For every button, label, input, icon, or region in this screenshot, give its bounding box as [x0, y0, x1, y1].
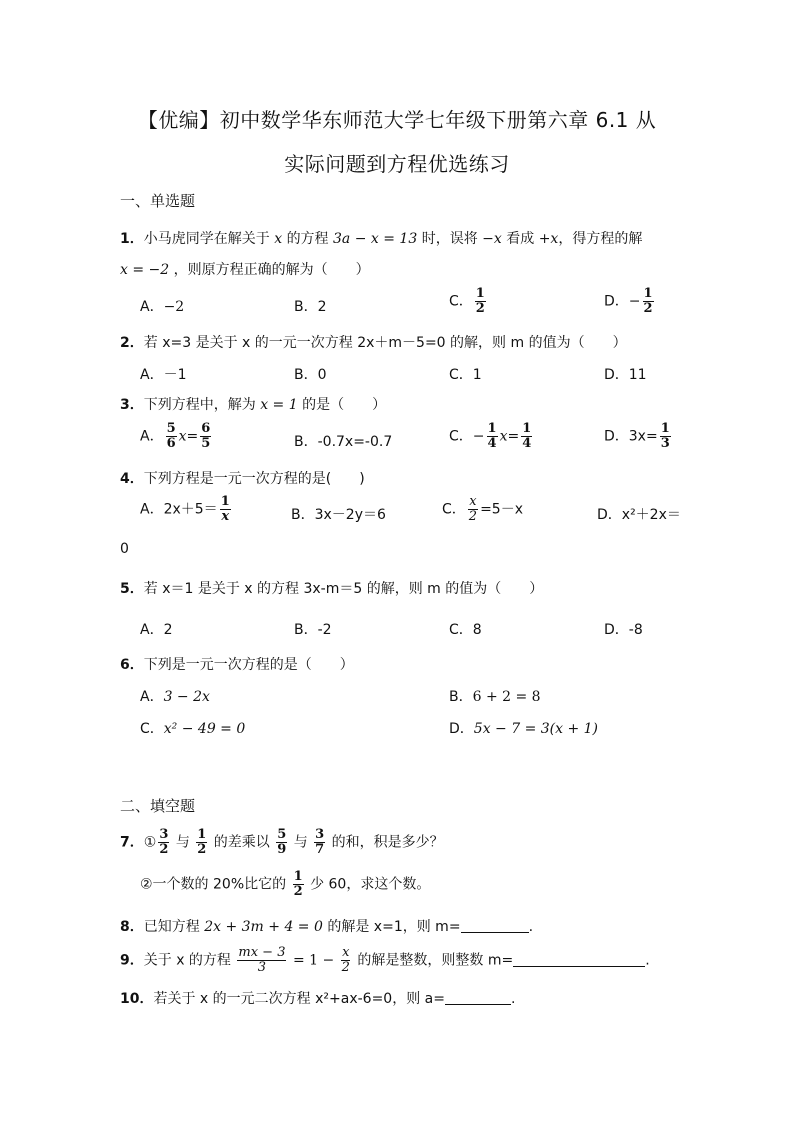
option-d[interactable]: D．x²＋2x＝ — [597, 507, 681, 523]
section-heading-single-choice: 一、单选题 — [120, 192, 196, 210]
var-x: x — [274, 231, 283, 247]
option-b[interactable]: B．3x－2y＝6 — [291, 507, 386, 523]
option-b[interactable]: B．2 — [294, 299, 327, 315]
answer-blank[interactable] — [513, 952, 645, 967]
question-7-part-2: ②一个数的 20%比它的 $\frac{1}{2}$ 少 60，求这个数。 — [140, 869, 431, 899]
option-c[interactable]: C． $\frac{x}{2}$ =5－x — [442, 494, 523, 524]
fraction: $\frac{1}{2}$ — [197, 827, 207, 857]
question-4: 4．下列方程是一元一次方程的是( ) — [120, 471, 365, 487]
fraction: $\frac{5}{6}$ — [166, 421, 176, 451]
fraction: $\frac{x}{2}$ — [468, 494, 478, 524]
equation: 3a − x = 13 — [333, 231, 418, 247]
question-3: 3．下列方程中，解为 x = 1 的是（ ） — [120, 397, 387, 413]
option-d-continuation: 0 — [120, 541, 129, 557]
fraction: $\frac{mx - 3}{3}$ — [238, 945, 286, 975]
fraction: $\frac{1}{2}$ — [475, 286, 485, 316]
section-heading-fill-blank: 二、填空题 — [120, 797, 196, 815]
option-c[interactable]: C．8 — [449, 622, 482, 638]
fraction: $\frac{3}{7}$ — [315, 827, 325, 857]
question-7-part-1: 7．① $\frac{3}{2}$ 与 $\frac{1}{2}$ 的差乘以 $\frac{5}{9}$ 与 $\frac{3}{7}$ 的和，积是多少？ — [120, 827, 444, 857]
fraction: $\frac{1}{3}$ — [660, 421, 670, 451]
question-5: 5．若 x＝1 是关于 x 的方程 3x-m＝5 的解，则 m 的值为（ ） — [120, 581, 544, 597]
option-d[interactable]: D．3x= $\frac{1}{3}$ — [604, 421, 670, 451]
fraction: $\frac{6}{5}$ — [201, 421, 211, 451]
option-b[interactable]: B．-0.7x=-0.7 — [294, 434, 393, 450]
option-a[interactable]: A．3 − 2x — [140, 689, 210, 705]
fraction: $\frac{5}{9}$ — [277, 827, 287, 857]
answer-blank[interactable] — [445, 990, 511, 1005]
question-6: 6．下列是一元一次方程的是（ ） — [120, 657, 354, 673]
option-c[interactable]: C． $\frac{1}{2}$ — [449, 286, 485, 316]
option-c[interactable]: C．x² − 49 = 0 — [140, 721, 246, 737]
option-a[interactable]: A．2x＋5＝ $\frac{1}{x}$ — [140, 494, 230, 524]
option-a[interactable]: A．2 — [140, 622, 173, 638]
option-d[interactable]: D．− $\frac{1}{2}$ — [604, 286, 653, 316]
question-9: 9．关于 x 的方程 $\frac{mx - 3}{3}$ = 1 − $\frac{x}{2}$ 的解是整数，则整数 m= . — [120, 945, 650, 975]
option-d[interactable]: D．11 — [604, 367, 647, 383]
fraction: $\frac{1}{4}$ — [487, 421, 497, 451]
option-c[interactable]: C．− $\frac{1}{4}$ x= $\frac{1}{4}$ — [449, 421, 532, 451]
question-2: 2．若 x=3 是关于 x 的一元一次方程 2x＋m－5=0 的解，则 m 的值为（ ） — [120, 335, 627, 351]
fraction: $\frac{3}{2}$ — [159, 827, 169, 857]
option-b[interactable]: B．0 — [294, 367, 327, 383]
option-b[interactable]: B．-2 — [294, 622, 332, 638]
option-a[interactable]: A．－1 — [140, 367, 187, 383]
question-number: 1． — [120, 231, 144, 247]
fraction: $\frac{1}{2}$ — [293, 869, 303, 899]
option-c[interactable]: C．1 — [449, 367, 482, 383]
question-8: 8．已知方程 2x + 3m + 4 = 0 的解是 x=1，则 m= . — [120, 919, 534, 935]
fraction: $\frac{x}{2}$ — [341, 945, 350, 975]
option-d[interactable]: D．-8 — [604, 622, 643, 638]
question-1-line-2: x = −2 ，则原方程正确的解为（ ） — [120, 262, 370, 278]
option-d[interactable]: D．5x − 7 = 3(x + 1) — [449, 721, 599, 737]
document-title-line-1: 【优编】初中数学华东师范大学七年级下册第六章 6.1 从 — [137, 108, 657, 132]
fraction: $\frac{1}{x}$ — [220, 494, 230, 524]
question-1-line-1: 1．小马虎同学在解关于 x 的方程 3a − x = 13 时，误将 −x 看成 +x，得方程的解 — [120, 231, 643, 247]
option-a[interactable]: A．−2 — [140, 299, 185, 315]
answer-blank[interactable] — [461, 918, 529, 933]
fraction: $\frac{1}{2}$ — [643, 286, 653, 316]
option-a[interactable]: A． $\frac{5}{6}$ x= $\frac{6}{5}$ — [140, 421, 211, 451]
question-10: 10．若关于 x 的一元二次方程 x²+ax-6=0，则 a= . — [120, 991, 516, 1007]
option-b[interactable]: B．6 + 2 = 8 — [449, 689, 541, 705]
fraction: $\frac{1}{4}$ — [522, 421, 532, 451]
document-title-line-2: 实际问题到方程优选练习 — [284, 152, 510, 176]
